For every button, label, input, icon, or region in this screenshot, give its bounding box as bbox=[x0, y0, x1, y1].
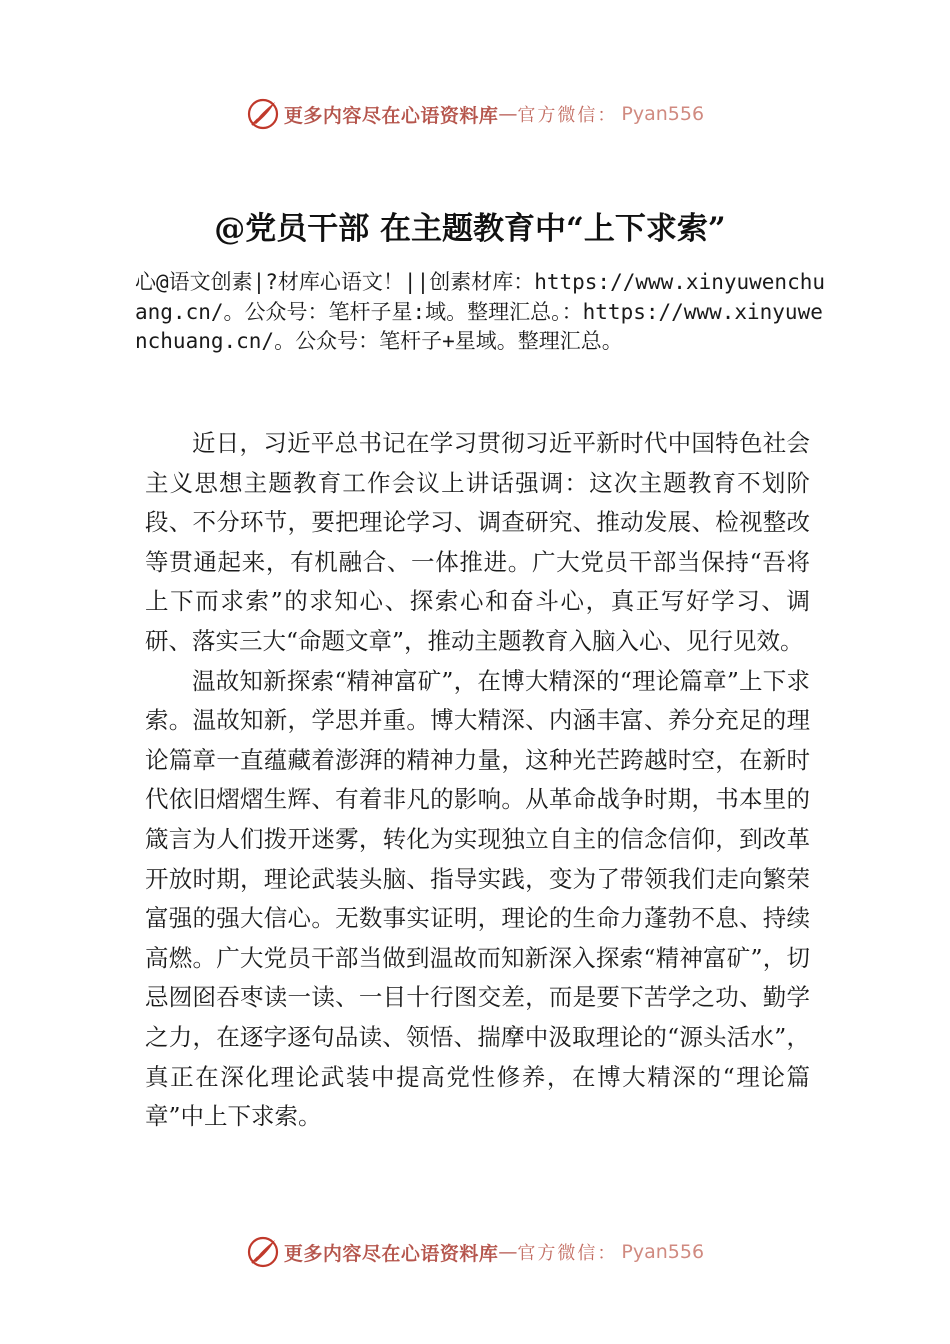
paragraph-2: 温故知新探索“精神富矿”，在博大精深的“理论篇章”上下求索。温故知新，学思并重。博大精深、内涵丰富、养分充足的理论篇章一直蕴藏着澎湃的精神力量，这种光芒跨越时空，在新时代依旧熠熠生辉、有着非凡的影响。从革命战争时期，书本里的箴言为人们拨开迷雾，转化为实现独立自主的信念信仰，到改革开放时期，理论武装头脑、指导实践，变为了带领我们走向繁荣富强的强大信心。无数事实证明，理论的生命力蓬勃不息、持续高燃。广大党员干部当做到温故而知新深入探索“精神富矿”，切忌囫囵吞枣读一读、一目十行图交差，而是要下苦学之功、勤学之力，在逐字逐句品读、领悟、揣摩中汲取理论的“源头活水”，真正在深化理论武装中提高党性修养，在博大精深的“理论篇章”中上下求索。 bbox=[145, 666, 810, 1131]
banner-main-text: 更多内容尽在心语资料库 bbox=[283, 104, 499, 127]
footer-banner bbox=[0, 1232, 950, 1272]
banner-dash: — bbox=[498, 1241, 518, 1263]
document-body bbox=[145, 424, 810, 1137]
quill-seal-icon bbox=[246, 1235, 280, 1269]
banner-sub-text: 官方微信： bbox=[517, 105, 618, 126]
banner-main-text: 更多内容尽在心语资料库 bbox=[283, 1242, 499, 1265]
paragraph-1: 近日，习近平总书记在学习贯彻习近平新时代中国特色社会主义思想主题教育工作会议上讲话强调：这次主题教育不划阶段、不分环节，要把理论学习、调查研究、推动发展、检视整改等贯通起来，有机融合、一体推进。广大党员干部当保持“吾将上下而求索”的求知心、探索心和奋斗心，真正写好学习、调研、落实三大“命题文章”，推动主题教育入脑入心、见行见效。 bbox=[145, 429, 810, 655]
banner-wechat-id: Pyan556 bbox=[621, 103, 705, 125]
document-title: @党员干部 在主题教育中“上下求索” bbox=[214, 211, 726, 247]
banner-dash: — bbox=[498, 103, 518, 125]
quill-seal-icon bbox=[246, 97, 280, 131]
source-note: 心@语文创素|?材库心语文！||创素材库：https://www.xinyuwenchuang.cn/。公众号：笔杆子星:域。整理汇总。：https://www.xinyuwenchuang.cn/。公众号：笔杆子+星域。整理汇总。 bbox=[135, 270, 826, 353]
banner-wechat-id: Pyan556 bbox=[621, 1241, 705, 1263]
header-banner bbox=[0, 94, 950, 134]
banner-sub-text: 官方微信： bbox=[517, 1243, 618, 1264]
